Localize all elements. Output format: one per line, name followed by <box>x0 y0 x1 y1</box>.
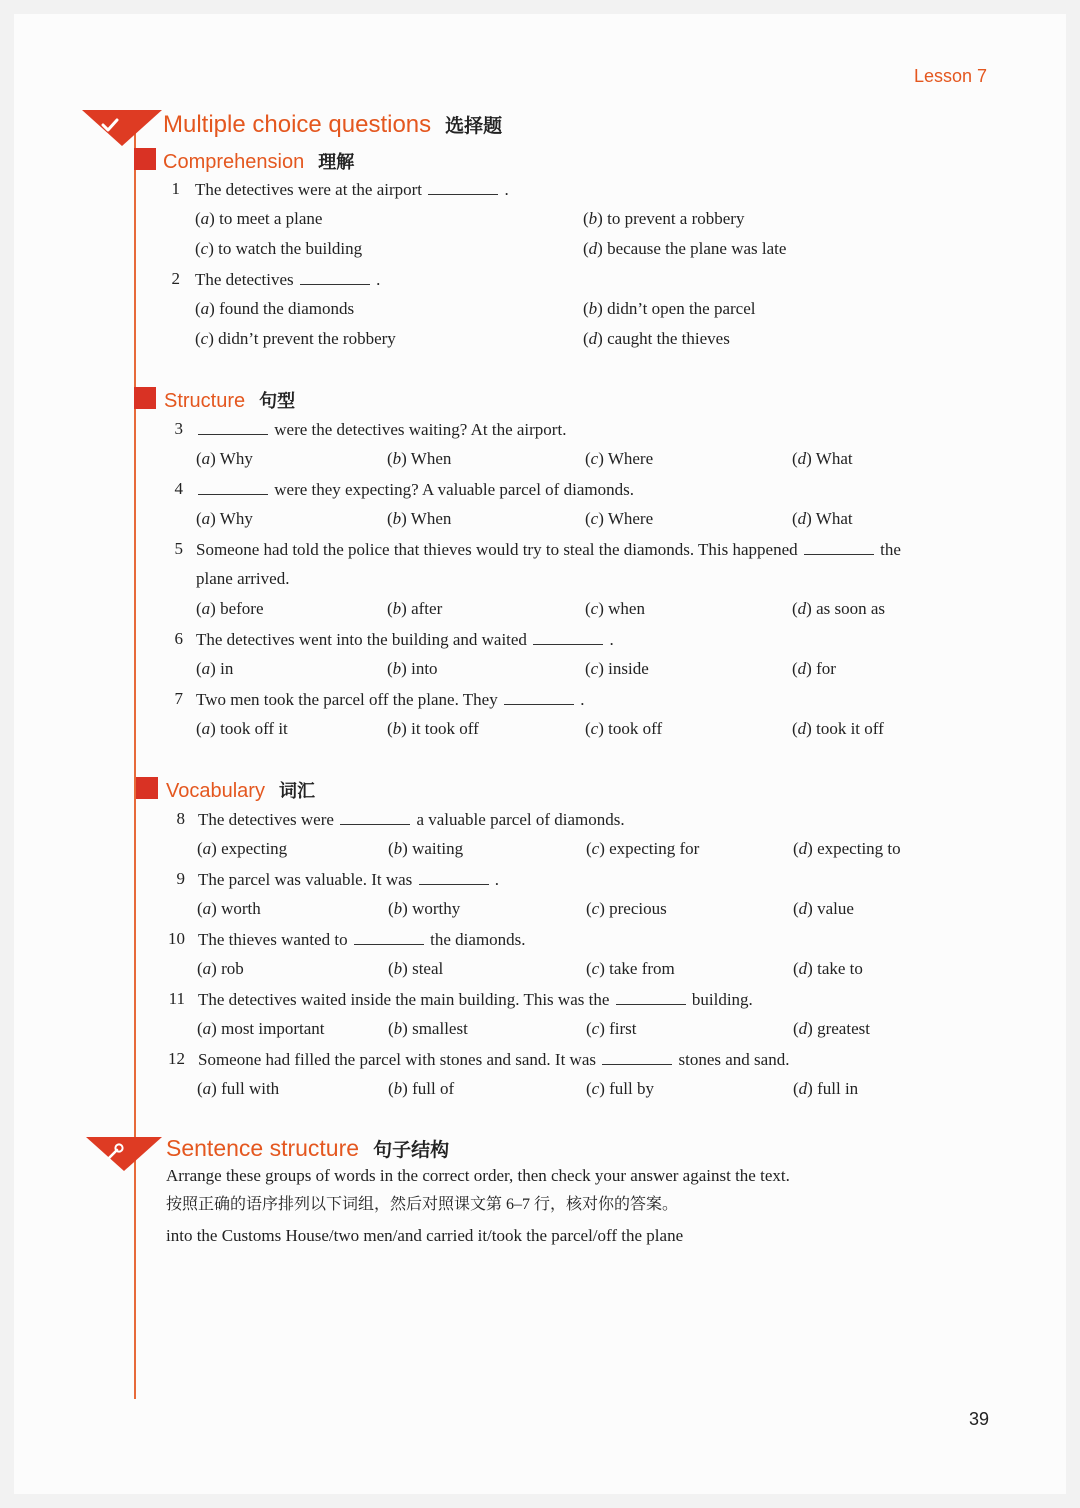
option-b: (b) steal <box>388 959 444 978</box>
option-text: expecting for <box>609 839 700 858</box>
option-letter: c <box>590 659 599 678</box>
question-stem-continued: plane arrived. <box>196 569 290 588</box>
question-number: 1 <box>171 179 180 198</box>
answer-blank <box>428 180 498 195</box>
option-d: (d) expecting to <box>793 839 901 858</box>
option-d: (d) full in <box>793 1079 859 1098</box>
option-text: didn’t prevent the robbery <box>218 329 396 348</box>
option-letter: a <box>202 1019 212 1038</box>
option-letter: d <box>798 899 808 918</box>
sentence-structure-heading: Sentence structure 句子结构 <box>166 1135 450 1161</box>
option-c: (c) Where <box>585 449 654 468</box>
option-letter: d <box>798 1019 808 1038</box>
option-text: precious <box>609 899 667 918</box>
option-c: (c) inside <box>585 659 649 678</box>
option-letter: c <box>591 839 600 858</box>
stem-text: were they expecting? A valuable parcel of diamonds. <box>270 480 634 499</box>
answer-blank <box>198 420 268 435</box>
option-d: (d) greatest <box>793 1019 870 1038</box>
stem-text: The detectives went into the building and waited <box>196 630 532 649</box>
option-text: for <box>816 659 836 678</box>
option-letter: c <box>591 959 600 978</box>
option-text: it took off <box>411 719 479 738</box>
option-text: expecting to <box>817 839 901 858</box>
option-d: (d) as soon as <box>792 599 886 618</box>
question-stem <box>196 480 634 498</box>
option-letter: a <box>202 959 212 978</box>
option-letter: b <box>392 599 402 618</box>
option-d: (d) because the plane was late <box>583 239 787 258</box>
option-letter: d <box>797 659 807 678</box>
option-text: full of <box>412 1079 455 1098</box>
option-letter: b <box>392 449 402 468</box>
answer-blank <box>804 540 874 555</box>
page-number: 39 <box>969 1409 990 1429</box>
option-d: (d) for <box>792 659 836 678</box>
option-d: (d) take to <box>793 959 863 978</box>
stem-text: The detectives waited inside the main building. This was the <box>198 990 614 1009</box>
option-text: full in <box>817 1079 859 1098</box>
option-letter: a <box>201 599 211 618</box>
stem-text: a valuable parcel of diamonds. <box>412 810 625 829</box>
option-text: What <box>815 509 853 528</box>
option-b: (b) When <box>387 449 452 468</box>
option-text: before <box>220 599 264 618</box>
option-letter: a <box>200 299 210 318</box>
option-letter: a <box>201 659 211 678</box>
question-number: 11 <box>168 989 185 1008</box>
question-number: 9 <box>176 869 185 888</box>
option-b: (b) to prevent a robbery <box>583 209 745 228</box>
option-letter: b <box>393 959 403 978</box>
vocabulary-heading: Vocabulary 词汇 <box>166 780 315 802</box>
question-stem <box>196 690 584 708</box>
option-text: as soon as <box>816 599 886 618</box>
option-c: (c) Where <box>585 509 654 528</box>
option-text: caught the thieves <box>607 329 730 348</box>
stem-text: Two men took the parcel off the plane. They <box>196 690 502 709</box>
question-number: 7 <box>174 689 183 708</box>
answer-blank <box>198 480 268 495</box>
option-letter: b <box>393 1019 403 1038</box>
option-letter: c <box>590 599 599 618</box>
option-b: (b) it took off <box>387 719 479 738</box>
stem-text: Someone had told the police that thieves would try to steal the diamonds. This happened <box>196 540 802 559</box>
answer-blank <box>300 270 370 285</box>
option-c: (c) to watch the building <box>195 239 363 258</box>
option-letter: b <box>392 509 402 528</box>
option-text: expecting <box>221 839 288 858</box>
question-number: 6 <box>174 629 183 648</box>
option-c: (c) first <box>586 1019 637 1038</box>
vocabulary-flag <box>136 777 158 799</box>
stem-text: building. <box>687 990 753 1009</box>
stem-text: Someone had filled the parcel with stones and sand. It was <box>198 1050 601 1069</box>
word-groups: into the Customs House/two men/and carried it/took the parcel/off the plane <box>166 1226 684 1245</box>
option-b: (b) When <box>387 509 452 528</box>
wrench-icon <box>104 1141 126 1163</box>
option-text: When <box>410 509 452 528</box>
option-letter: d <box>797 719 807 738</box>
option-text: Where <box>607 449 654 468</box>
option-text: first <box>609 1019 637 1038</box>
option-text: to meet a plane <box>219 209 323 228</box>
option-letter: d <box>798 959 808 978</box>
option-letter: d <box>798 839 808 858</box>
answer-blank <box>616 990 686 1005</box>
option-letter: a <box>200 209 210 228</box>
option-a: (a) in <box>196 659 234 678</box>
option-letter: b <box>392 659 402 678</box>
option-text: into <box>411 659 438 678</box>
answer-blank <box>602 1050 672 1065</box>
option-text: Why <box>219 509 253 528</box>
option-text: to prevent a robbery <box>607 209 745 228</box>
option-b: (b) worthy <box>388 899 461 918</box>
question-number: 2 <box>171 269 180 288</box>
comprehension-flag <box>134 148 156 170</box>
structure-heading: Structure 句型 <box>164 390 296 412</box>
option-letter: c <box>590 509 599 528</box>
option-letter: b <box>588 299 598 318</box>
margin-rule <box>134 112 136 1399</box>
option-a: (a) took off it <box>196 719 288 738</box>
option-letter: c <box>590 719 599 738</box>
option-c: (c) full by <box>586 1079 654 1098</box>
option-text: most important <box>221 1019 325 1038</box>
page <box>14 14 1066 1494</box>
question-stem <box>196 540 901 558</box>
question-stem <box>198 990 753 1008</box>
option-a: (a) worth <box>197 899 261 918</box>
option-text: took it off <box>816 719 884 738</box>
question-stem <box>196 420 566 438</box>
question-stem <box>196 630 614 648</box>
option-b: (b) didn’t open the parcel <box>583 299 756 318</box>
option-text: full by <box>609 1079 654 1098</box>
instruction-en: Arrange these groups of words in the correct order, then check your answer against the text. <box>166 1166 790 1185</box>
option-letter: c <box>200 239 209 258</box>
option-letter: d <box>798 1079 808 1098</box>
option-letter: a <box>201 449 211 468</box>
question-number: 3 <box>174 419 183 438</box>
option-text: value <box>817 899 854 918</box>
question-number: 12 <box>168 1049 185 1068</box>
option-letter: d <box>797 509 807 528</box>
question-number: 8 <box>176 809 185 828</box>
answer-blank <box>504 690 574 705</box>
option-letter: a <box>202 839 212 858</box>
option-letter: c <box>591 1019 600 1038</box>
option-a: (a) found the diamonds <box>195 299 355 318</box>
option-c: (c) took off <box>585 719 663 738</box>
stem-text: The detectives were <box>198 810 339 829</box>
option-letter: a <box>202 899 212 918</box>
stem-text: The parcel was valuable. It was <box>198 870 417 889</box>
option-d: (d) caught the thieves <box>583 329 730 348</box>
stem-text: . <box>500 180 509 199</box>
option-letter: d <box>588 239 598 258</box>
option-text: take to <box>817 959 863 978</box>
question-number: 4 <box>174 479 183 498</box>
answer-blank <box>354 930 424 945</box>
option-a: (a) most important <box>197 1019 325 1038</box>
option-text: take from <box>609 959 675 978</box>
option-text: after <box>411 599 443 618</box>
option-a: (a) Why <box>196 449 253 468</box>
option-text: rob <box>221 959 244 978</box>
option-text: Why <box>219 449 253 468</box>
option-d: (d) What <box>792 449 853 468</box>
question-stem <box>198 930 526 948</box>
option-text: took off <box>608 719 663 738</box>
option-text: Where <box>607 509 654 528</box>
question-stem <box>195 180 509 198</box>
option-letter: c <box>200 329 209 348</box>
option-text: found the diamonds <box>219 299 355 318</box>
option-letter: b <box>588 209 598 228</box>
option-a: (a) full with <box>197 1079 280 1098</box>
stem-text: stones and sand. <box>674 1050 790 1069</box>
option-letter: d <box>588 329 598 348</box>
option-text: When <box>410 449 452 468</box>
multiple-choice-heading: Multiple choice questions 选择题 <box>163 111 503 138</box>
stem-text: The detectives <box>195 270 298 289</box>
option-c: (c) precious <box>586 899 667 918</box>
option-letter: b <box>392 719 402 738</box>
stem-text: . <box>605 630 614 649</box>
option-d: (d) took it off <box>792 719 884 738</box>
option-c: (c) take from <box>586 959 675 978</box>
option-text: What <box>815 449 853 468</box>
option-text: worthy <box>412 899 461 918</box>
option-b: (b) smallest <box>388 1019 468 1038</box>
option-text: full with <box>221 1079 280 1098</box>
option-text: inside <box>608 659 649 678</box>
option-a: (a) expecting <box>197 839 288 858</box>
option-text: steal <box>412 959 444 978</box>
option-text: to watch the building <box>218 239 363 258</box>
stem-text: . <box>490 870 500 889</box>
option-text: waiting <box>412 839 464 858</box>
option-letter: c <box>591 1079 600 1098</box>
option-letter: c <box>590 449 599 468</box>
stem-text: . <box>575 690 585 709</box>
option-letter: b <box>393 899 403 918</box>
option-text: smallest <box>412 1019 468 1038</box>
question-stem <box>198 1050 789 1068</box>
question-number: 10 <box>168 929 185 948</box>
answer-blank <box>533 630 603 645</box>
option-d: (d) value <box>793 899 854 918</box>
option-a: (a) Why <box>196 509 253 528</box>
option-text: in <box>220 659 234 678</box>
stem-text: The detectives were at the airport <box>195 180 427 199</box>
option-text: took off it <box>220 719 288 738</box>
question-stem <box>195 270 380 288</box>
stem-text: The thieves wanted to <box>198 930 352 949</box>
option-letter: d <box>797 449 807 468</box>
option-c: (c) when <box>585 599 645 618</box>
option-letter: a <box>201 509 211 528</box>
lesson-label: Lesson 7 <box>914 66 988 86</box>
option-text: didn’t open the parcel <box>607 299 756 318</box>
option-d: (d) What <box>792 509 853 528</box>
question-stem <box>198 870 499 888</box>
option-a: (a) rob <box>197 959 244 978</box>
option-b: (b) full of <box>388 1079 455 1098</box>
option-letter: c <box>591 899 600 918</box>
option-letter: a <box>202 1079 212 1098</box>
option-text: greatest <box>817 1019 870 1038</box>
option-letter: b <box>393 839 403 858</box>
option-letter: a <box>201 719 211 738</box>
option-text: worth <box>221 899 261 918</box>
question-stem <box>198 810 625 828</box>
option-letter: b <box>393 1079 403 1098</box>
option-a: (a) to meet a plane <box>195 209 323 228</box>
option-b: (b) after <box>387 599 443 618</box>
option-text: because the plane was late <box>607 239 787 258</box>
question-number: 5 <box>174 539 183 558</box>
option-c: (c) expecting for <box>586 839 700 858</box>
option-c: (c) didn’t prevent the robbery <box>195 329 396 348</box>
stem-text: . <box>371 270 381 289</box>
stem-text: the diamonds. <box>425 930 526 949</box>
option-letter: d <box>797 599 807 618</box>
section-marker <box>82 110 162 146</box>
structure-flag <box>134 387 156 409</box>
instruction-cn: 按照正确的语序排列以下词组，然后对照课文第 6–7 行，核对你的答案。 <box>166 1196 679 1213</box>
check-icon <box>99 115 121 135</box>
stem-text: were the detectives waiting? At the airport. <box>270 420 567 439</box>
option-text: when <box>608 599 645 618</box>
stem-text: the <box>875 540 901 559</box>
answer-blank <box>419 870 489 885</box>
answer-blank <box>340 810 410 825</box>
comprehension-heading: Comprehension 理解 <box>163 151 355 173</box>
option-b: (b) waiting <box>388 839 464 858</box>
option-a: (a) before <box>196 599 264 618</box>
option-b: (b) into <box>387 659 438 678</box>
